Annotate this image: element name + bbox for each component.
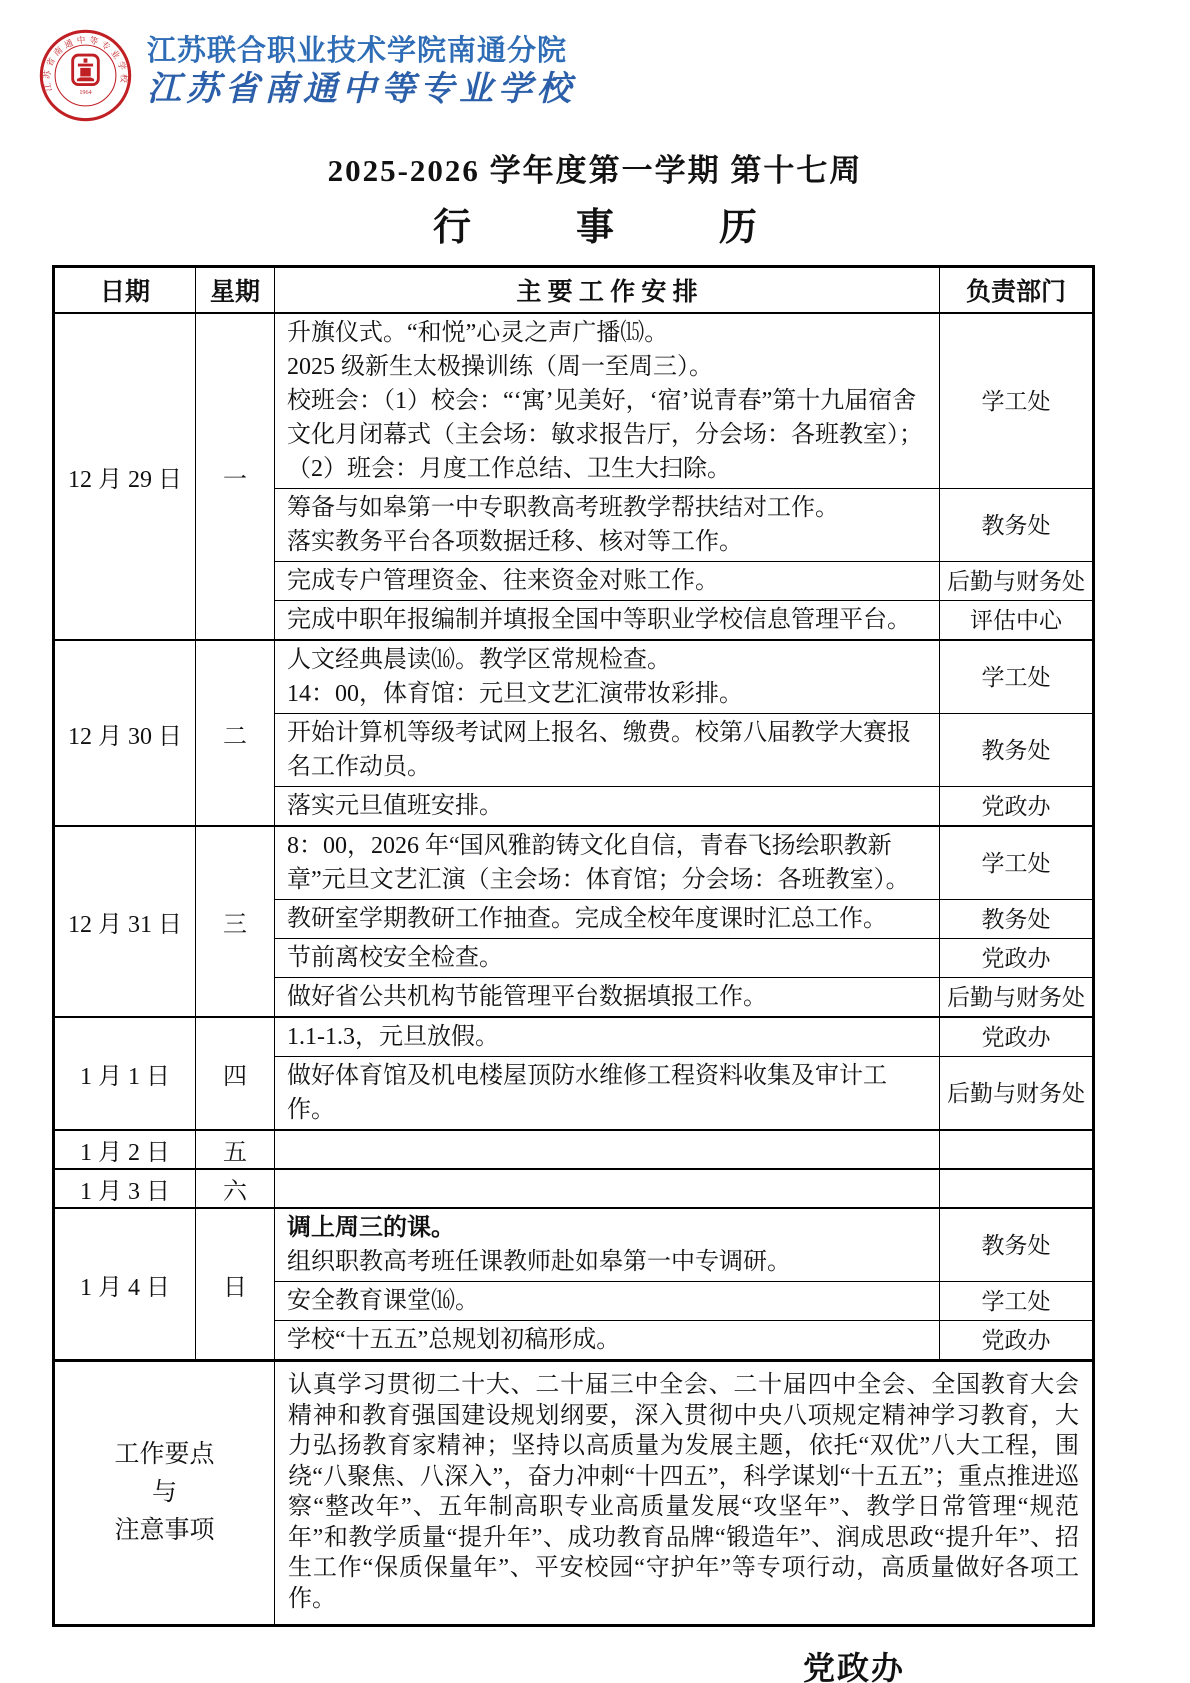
task-line: 8：00，2026 年“国风雅韵铸文化自信，青春飞扬绘职教新章”元旦文艺汇演（主会场：体育馆；分会场：各班教室）。: [287, 833, 910, 893]
calendar-title: 行事历: [432, 207, 862, 249]
weekday-cell: 六: [196, 1169, 275, 1208]
department-cell: 学工处: [940, 313, 1094, 489]
task-line: 落实元旦值班安排。: [287, 793, 503, 819]
department-cell: 党政办: [940, 939, 1094, 978]
department-cell: 党政办: [940, 787, 1094, 827]
task-cell: [275, 1130, 940, 1169]
weekday-cell: 二: [196, 640, 275, 826]
seal-year: 1964: [79, 90, 92, 97]
department-cell: 教务处: [940, 900, 1094, 939]
task-line: 升旗仪式。“和悦”心灵之声广播⒂。: [287, 320, 669, 346]
calendar-row: [54, 826, 1094, 900]
task-cell: [275, 714, 940, 787]
date-cell: 1 月 1 日: [54, 1017, 196, 1130]
calendar-table: [52, 265, 1095, 1627]
calendar-row: [54, 313, 1094, 489]
task-line: 2025 级新生太极操训练（周一至周三）。: [287, 354, 713, 380]
department-cell: 教务处: [940, 1208, 1094, 1282]
department-cell: 教务处: [940, 489, 1094, 562]
task-line: 开始计算机等级考试网上报名、缴费。校第八届教学大赛报名工作动员。: [287, 720, 911, 780]
notes-text: 认真学习贯彻二十大、二十届三中全会、二十届四中全会、全国教育大会精神和教育强国建设规划纲要，深入贯彻中央八项规定精神学习教育，大力弘扬教育家精神；坚持以高质量为发展主题，依托“双优”八大工程，围绕“八聚焦、八深入”，奋力冲刺“十四五”，科学谋划“十五五”；重点推进巡察“整改年”、五年制高职专业高质量发展“攻坚年”、教学日常管理“规范年”和教学质量“提升年”、成功教育品牌“锻造年”、润成思政“提升年”、招生工作“保质保量年”、平安校园“守护年”等专项行动，高质量做好各项工作。: [288, 1372, 1079, 1612]
department-cell: 党政办: [940, 1017, 1094, 1057]
calendar-row: [54, 1169, 1094, 1208]
task-line: 学校“十五五”总规划初稿形成。: [287, 1327, 621, 1353]
department-cell: 学工处: [940, 640, 1094, 714]
task-line: 人文经典晨读⒃。教学区常规检查。: [287, 647, 671, 673]
calendar-row: [54, 1208, 1094, 1282]
task-line: 筹备与如皋第一中专职教高考班教学帮扶结对工作。: [287, 495, 839, 521]
date-cell: 12 月 30 日: [54, 640, 196, 826]
department-cell: 后勤与财务处: [940, 978, 1094, 1018]
weekday-cell: 四: [196, 1017, 275, 1130]
date-cell: 1 月 4 日: [54, 1208, 196, 1361]
task-cell: [275, 826, 940, 900]
task-line: 调上周三的课。: [287, 1215, 455, 1241]
department-cell: 学工处: [940, 826, 1094, 900]
task-cell: [275, 1282, 940, 1321]
department-cell: 评估中心: [940, 601, 1094, 641]
task-cell: [275, 978, 940, 1018]
task-line: 教研室学期教研工作抽查。完成全校年度课时汇总工作。: [287, 906, 887, 932]
brand-header: [0, 0, 1190, 123]
task-cell: [275, 1208, 940, 1282]
task-cell: [275, 900, 940, 939]
school-seal-icon: [38, 28, 133, 123]
calendar-body: [54, 313, 1094, 1361]
notes-row: [54, 1361, 1094, 1626]
task-cell: [275, 640, 940, 714]
brand-text: [147, 28, 576, 112]
task-line: 安全教育课堂⒃。: [287, 1288, 479, 1314]
task-line: 做好省公共机构节能管理平台数据填报工作。: [287, 984, 767, 1010]
brand-name-primary: 江苏联合职业技术学院南通分院: [147, 35, 568, 67]
weekday-cell: 三: [196, 826, 275, 1017]
calendar-row: [54, 1017, 1094, 1057]
date-cell: 12 月 29 日: [54, 313, 196, 640]
header-weekday: 星期: [196, 267, 275, 314]
task-cell: [275, 562, 940, 601]
date-cell: 1 月 3 日: [54, 1169, 196, 1208]
calendar-row: [54, 640, 1094, 714]
date-cell: 1 月 2 日: [54, 1130, 196, 1169]
task-cell: [275, 787, 940, 827]
header-department: 负责部门: [940, 267, 1094, 314]
header-date: 日期: [54, 267, 196, 314]
department-cell: [940, 1130, 1094, 1169]
task-line: 校班会：（1）校会：“‘寓’见美好，‘宿’说青春”第十九届宿舍文化月闭幕式（主会场：敏求报告厅，分会场：各班教室）；（2）班会：月度工作总结、卫生大扫除。: [287, 388, 923, 482]
task-cell: [275, 1321, 940, 1361]
calendar-row: [54, 1130, 1094, 1169]
weekday-cell: 日: [196, 1208, 275, 1361]
department-cell: 党政办: [940, 1321, 1094, 1361]
task-line: 1.1-1.3，元旦放假。: [287, 1024, 499, 1050]
department-cell: 教务处: [940, 714, 1094, 787]
task-cell: [275, 489, 940, 562]
task-line: 完成专户管理资金、往来资金对账工作。: [287, 568, 719, 594]
table-header-row: [54, 267, 1094, 314]
task-cell: [275, 601, 940, 641]
task-line: 节前离校安全检查。: [287, 945, 503, 971]
seal-ring-text: 江苏省南通中等专业学校: [41, 34, 130, 93]
task-cell: [275, 313, 940, 489]
signature-department: 党政办: [803, 1650, 906, 1683]
task-cell: [275, 1169, 940, 1208]
department-cell: [940, 1169, 1094, 1208]
task-cell: [275, 1017, 940, 1057]
department-cell: 学工处: [940, 1282, 1094, 1321]
task-cell: [275, 1057, 940, 1131]
weekday-cell: 一: [196, 313, 275, 640]
task-line: 落实教务平台各项数据迁移、核对等工作。: [287, 529, 743, 555]
semester-week-title: 2025-2026 学年度第一学期 第十七周: [327, 153, 863, 188]
date-cell: 12 月 31 日: [54, 826, 196, 1017]
notes-label: 工作要点 与 注意事项: [54, 1361, 275, 1626]
task-cell: [275, 939, 940, 978]
department-cell: 后勤与财务处: [940, 1057, 1094, 1131]
department-cell: 后勤与财务处: [940, 562, 1094, 601]
task-line: 组织职教高考班任课教师赴如皋第一中专调研。: [287, 1249, 791, 1275]
weekday-cell: 五: [196, 1130, 275, 1169]
header-tasks: 主 要 工 作 安 排: [275, 267, 940, 314]
brand-name-secondary: 江苏省南通中等专业学校: [147, 71, 576, 108]
task-line: 14：00，体育馆：元旦文艺汇演带妆彩排。: [287, 681, 743, 707]
task-line: 做好体育馆及机电楼屋顶防水维修工程资料收集及审计工作。: [287, 1063, 887, 1123]
task-line: 完成中职年报编制并填报全国中等职业学校信息管理平台。: [287, 607, 911, 633]
